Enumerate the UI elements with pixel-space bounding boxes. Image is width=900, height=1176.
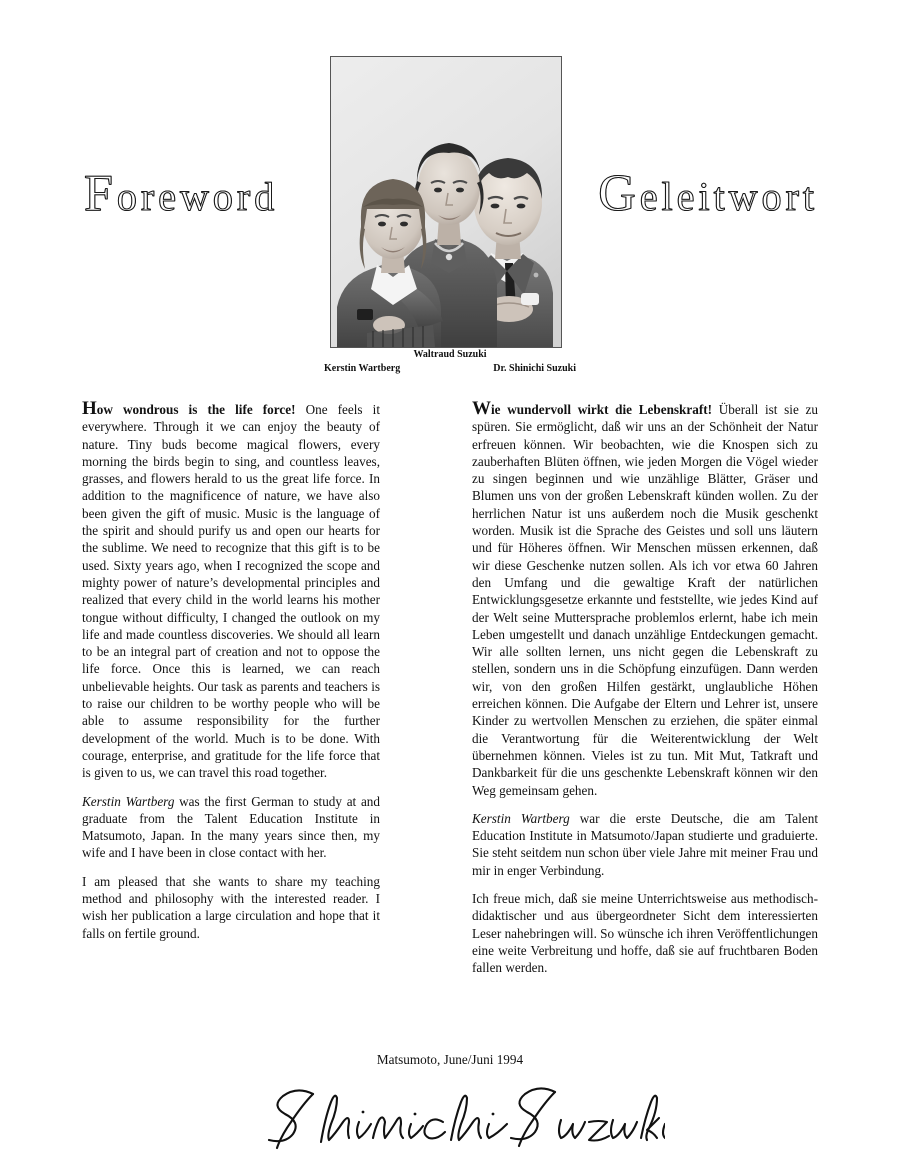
- page-title-foreword: [84, 165, 279, 222]
- caption-name-right: Dr. Shinichi Suzuki: [493, 362, 576, 374]
- photo-caption: [280, 349, 620, 375]
- title-geleitwort-rest: eleitwort: [639, 174, 818, 219]
- german-paragraph-1: [472, 400, 818, 799]
- caption-line-top: Waltraud Suzuki: [413, 349, 487, 360]
- english-paragraph-1: [82, 400, 380, 782]
- german-paragraph-1-body: Überall ist sie zu spüren. Sie ermöglicht, daß wir uns an der Schönheit der Natur erfreuen können. Wir beobachten, wie die Knospen sich zu zauberhaften Blüten öffnen, wie jeden Morgen die Vögel wieder zu singen beginnen und wie unzählige Blätter, Gräser und Blumen uns von der großen Lebenskraft künden wollen. Zu der herrlichen Natur ist uns außerdem noch die Musik geschenkt worden. Musik ist die Sprache des Geistes und soll uns läutern und für Höheres öffnen. Wir Menschen müssen erkennen, daß wir diese Geschenke nutzen sollen. Als ich vor etwa 60 Jahren den Umfang und die gewaltige Kraft der natürlichen Entwicklungsgesetze erkannte und feststellte, wie jedes Kind auf der Welt seine Muttersprache problemlos erlernt, habe ich mein Leben umgestellt und danach unzählige Entdeckungen gemacht. Wir alle sollten lernen, uns nicht gegen die Lebenskraft zu stellen, sondern uns in die Schöpfung einzufügen. Dann werden wir, von den großen Hilfen gestärkt, unglaubliche Höhen erreichen können. Die Aufgabe der Eltern und Lehrer ist, unsere Kinder zu wertvollen Menschen zu erziehen, die später einmal die Verantwortung für die Weiterentwicklung der Welt übernehmen können. Vieles ist zu tun. Mit Mut, Tatkraft und Dankbarkeit für die uns geschenkte Lebenskraft können wir den Weg gemeinsam gehen.: [472, 402, 818, 798]
- english-lead-in: ow wondrous is the life force!: [96, 402, 296, 417]
- english-dropcap: H: [82, 398, 97, 419]
- title-foreword-rest: oreword: [116, 174, 279, 219]
- german-paragraph-2-body: war die erste Deutsche, die am Talent Education Institute in Matsumoto/Japan studierte und graduierte. Sie steht seitdem nun schon über viele Jahre mit meiner Frau und mir in enger Verbindung.: [472, 810, 818, 878]
- german-paragraph-2: [472, 810, 818, 879]
- english-paragraph-2: [82, 793, 380, 862]
- suzuki-family-photograph: [330, 56, 562, 348]
- title-foreword-capital: F: [84, 165, 117, 222]
- english-column: [82, 400, 380, 942]
- page-title-geleitwort: [598, 165, 818, 222]
- english-paragraph-3: I am pleased that she wants to share my teaching method and philosophy with the interested reader. I wish her publication a large circulation and hope that it falls on fertile ground.: [82, 873, 380, 941]
- german-lead-in: ie wundervoll wirkt die Lebenskraft!: [491, 402, 713, 417]
- english-paragraph-2-body: was the first German to study at and graduate from the Talent Education Institute in Matsumoto, Japan. In the many years since then, my wife and I have been in close contact with her.: [82, 793, 380, 861]
- caption-name-left: Kerstin Wartberg: [324, 362, 401, 374]
- german-kerstin-name: Kerstin Wartberg: [472, 810, 570, 826]
- caption-line-bottom: [280, 363, 620, 376]
- german-column: [472, 400, 818, 977]
- footer-date-line: Matsumoto, June/Juni 1994: [376, 1052, 524, 1067]
- english-paragraph-1-body: One feels it everywhere. Through it we can enjoy the beauty of nature. Tiny buds become magical flowers, every morning the birds begin to sing, and countless leaves, grasses, and flowers herald to us the great life force. In addition to the magnificence of nature, we have also been given the gift of music. Music is the language of the spirit and should purify us and open our hearts for the sublime. We need to recognize that this gift is to be used. Sixty years ago, when I recognized the scope and mighty power of nature’s developmental principles and realized that every child in the world learns his mother tongue without difficulty, I changed the outlook on my life and made countless discoveries. We should all learn to be an integral part of creation and not to oppose the life force. Once this is learned, we can reach unbelievable heights. Our task as parents and teachers is to raise our children to be worthy people who will be able to assume responsibility for the further development of the world. Much is to be done. With courage, enterprise, and gratitude for the life force that is given to us, we can travel this road together.: [82, 402, 380, 781]
- english-kerstin-name: Kerstin Wartberg: [82, 793, 175, 809]
- german-paragraph-3: Ich freue mich, daß sie meine Unterrichtsweise aus methodisch-didaktischer und aus übergeordneter Sicht dem interessierten Leser nahebringen will. So wünsche ich ihren Veröffentlichungen eine weite Verbreitung und hoffe, daß sie auf fruchtbaren Boden fallen werden.: [472, 891, 818, 976]
- title-geleitwort-capital: G: [598, 165, 640, 222]
- german-dropcap: W: [472, 398, 491, 419]
- signature-shinichi-suzuki: [255, 1078, 665, 1154]
